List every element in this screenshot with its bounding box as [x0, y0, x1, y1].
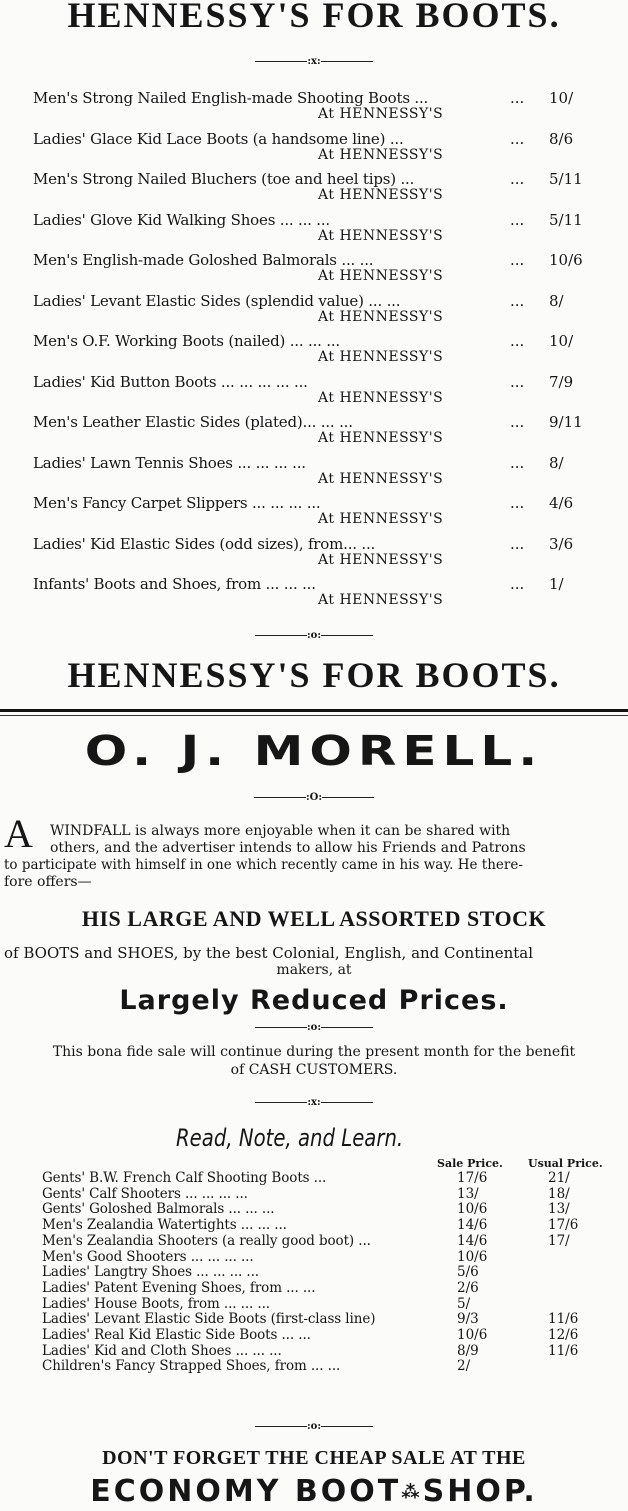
ampersand-ornament-icon: ⁂	[401, 1482, 423, 1503]
item-description: Gents' B.W. French Calf Shooting Boots ...	[42, 1170, 327, 1186]
item-sale-price: 13/	[457, 1185, 479, 1202]
item-price: 8/6	[549, 129, 574, 148]
item-sale-price: 2/6	[457, 1279, 479, 1296]
morell-divider-2	[0, 1022, 628, 1033]
item-description: Ladies' House Boots, from ... ... ...	[42, 1295, 270, 1312]
morell-item	[0, 1281, 628, 1296]
hennessy-item	[0, 494, 628, 534]
divider-mark: :o:	[306, 1421, 322, 1432]
item-description: Men's English-made Goloshed Balmorals ... ...	[33, 251, 374, 269]
stock-line-2: makers, at	[276, 962, 352, 978]
item-price: 10/6	[549, 251, 583, 269]
item-description: Men's O.F. Working Boots (nailed) ... ... ...	[33, 332, 340, 350]
hennessy-heading: HENNESSY'S FOR BOOTS.	[67, 0, 561, 35]
item-leader-dots: ...	[510, 89, 525, 107]
intro-dropcap: A	[4, 811, 33, 856]
divider-line	[321, 635, 373, 636]
hennessy-item	[0, 575, 628, 615]
divider-line	[255, 61, 307, 62]
item-sale-price: 9/3	[457, 1311, 479, 1328]
intro-line-1: WINDFALL is always more enjoyable when it can be shared with	[50, 823, 511, 839]
hennessy-item	[0, 89, 628, 129]
economy-word: ECONOMY	[90, 1474, 282, 1509]
item-usual-price: 12/6	[548, 1327, 579, 1343]
divider-line	[321, 1027, 373, 1028]
sale-line-1: This bona fide sale will continue during the present month for the benefit	[52, 1044, 576, 1060]
hennessy-item	[0, 130, 628, 170]
item-leader-dots: ...	[510, 332, 525, 350]
item-sale-price: 17/6	[457, 1170, 488, 1186]
morell-item	[0, 1171, 628, 1186]
item-sale-price: 10/6	[457, 1327, 488, 1343]
morell-item	[0, 1265, 628, 1280]
stock-heading: HIS LARGE AND WELL ASSORTED STOCK	[81, 906, 547, 931]
divider-mark: :x:	[307, 56, 321, 67]
intro-line-2: others, and the advertiser intends to allow his Friends and Patrons	[50, 840, 526, 856]
item-usual-price: 13/	[548, 1201, 570, 1218]
item-usual-price: 18/	[548, 1185, 570, 1202]
item-leader-dots: ...	[510, 534, 525, 553]
dont-forget-line: DON'T FORGET THE CHEAP SALE AT THE	[102, 1447, 526, 1469]
item-price: 10/	[549, 332, 574, 350]
divider-mark: :o:	[306, 1022, 322, 1033]
morell-divider-3	[0, 1097, 628, 1108]
morell-divider-1	[0, 792, 628, 803]
divider-mark: :o:	[306, 630, 322, 641]
hennessy-footer-divider	[0, 630, 628, 641]
item-sale-price: 10/6	[457, 1248, 488, 1265]
divider-line	[322, 797, 374, 798]
item-at-hennessys: At HENNESSY'S	[318, 592, 444, 608]
item-description: Ladies' Patent Evening Shoes, from ... ...	[42, 1279, 316, 1296]
item-description: Ladies' Levant Elastic Sides (splendid value) ... ...	[33, 291, 401, 310]
stock-line-1: of BOOTS and SHOES, by the best Colonial, English, and Continental	[4, 944, 534, 962]
item-at-hennessys: At HENNESSY'S	[318, 308, 444, 325]
item-usual-price: 11/6	[548, 1311, 579, 1328]
divider-line	[255, 1027, 307, 1028]
item-sale-price: 5/	[457, 1295, 471, 1312]
item-sale-price: 8/9	[457, 1342, 479, 1359]
item-description: Men's Fancy Carpet Slippers ... ... ... ...	[33, 494, 321, 512]
divider-line	[255, 635, 307, 636]
col-usual-price: Usual Price.	[528, 1157, 603, 1170]
item-description: Ladies' Langtry Shoes ... ... ... ...	[42, 1264, 259, 1281]
divider-line	[321, 1426, 373, 1427]
item-price: 3/6	[549, 534, 574, 553]
item-at-hennessys: At HENNESSY'S	[318, 146, 444, 163]
item-usual-price: 17/	[548, 1232, 570, 1249]
intro-line-4: fore offers—	[4, 874, 92, 890]
item-price: 8/	[549, 453, 564, 472]
item-description: Men's Good Shooters ... ... ... ...	[42, 1248, 254, 1265]
economy-boot-shop	[0, 1474, 628, 1509]
item-sale-price: 2/	[457, 1358, 471, 1375]
divider-line	[321, 1102, 373, 1103]
hennessy-item	[0, 170, 628, 210]
item-at-hennessys: At HENNESSY'S	[318, 551, 444, 568]
hennessy-item	[0, 251, 628, 291]
item-leader-dots: ...	[510, 453, 525, 472]
morell-item	[0, 1328, 628, 1343]
section-rule-thin	[0, 715, 628, 716]
item-usual-price: 17/6	[548, 1217, 579, 1234]
morell-item	[0, 1359, 628, 1374]
hennessy-item	[0, 211, 628, 251]
hennessy-divider	[0, 56, 628, 67]
hennessy-footer-heading: HENNESSY'S FOR BOOTS.	[67, 655, 561, 695]
morell-item	[0, 1234, 628, 1249]
reduced-prices-heading: Largely Reduced Prices.	[119, 985, 509, 1016]
item-leader-dots: ...	[510, 170, 525, 188]
item-leader-dots: ...	[510, 210, 525, 229]
item-description: Ladies' Glove Kid Walking Shoes ... ... ...	[33, 210, 331, 229]
item-at-hennessys: At HENNESSY'S	[318, 389, 444, 406]
read-note-learn-heading: Read, Note, and Learn.	[176, 1124, 404, 1152]
item-price: 4/6	[549, 494, 574, 512]
item-description: Ladies' Kid and Cloth Shoes ... ... ...	[42, 1342, 282, 1359]
item-sale-price: 14/6	[457, 1217, 488, 1234]
hennessy-item	[0, 535, 628, 575]
item-at-hennessys: At HENNESSY'S	[318, 430, 444, 446]
section-rule-thick	[0, 709, 628, 712]
hennessy-item	[0, 332, 628, 372]
item-leader-dots: ...	[510, 494, 525, 512]
item-description: Men's Leather Elastic Sides (plated)... ... ...	[33, 413, 353, 431]
item-description: Men's Strong Nailed Bluchers (toe and heel tips) ...	[33, 170, 415, 188]
item-price: 10/	[549, 89, 574, 107]
item-leader-dots: ...	[510, 291, 525, 310]
morell-item	[0, 1312, 628, 1327]
item-description: Children's Fancy Strapped Shoes, from ... ...	[42, 1358, 341, 1375]
item-sale-price: 10/6	[457, 1201, 488, 1218]
item-at-hennessys: At HENNESSY'S	[318, 511, 444, 527]
item-description: Men's Zealandia Shooters (a really good boot) ...	[42, 1232, 371, 1249]
item-sale-price: 14/6	[457, 1232, 488, 1249]
divider-line	[321, 61, 373, 62]
morell-divider-4	[0, 1421, 628, 1432]
item-description: Ladies' Levant Elastic Side Boots (first-class line)	[42, 1311, 376, 1328]
hennessy-item	[0, 413, 628, 453]
item-price: 9/11	[549, 413, 583, 431]
item-description: Ladies' Kid Button Boots ... ... ... ... ...	[33, 372, 308, 391]
item-price: 8/	[549, 291, 564, 310]
item-description: Ladies' Kid Elastic Sides (odd sizes), from... ...	[33, 534, 376, 553]
morell-item	[0, 1344, 628, 1359]
item-usual-price: 11/6	[548, 1342, 579, 1359]
item-description: Infants' Boots and Shoes, from ... ... ...	[33, 575, 316, 593]
item-description: Men's Zealandia Watertights ... ... ...	[42, 1217, 287, 1234]
boot-word: BOOT	[294, 1474, 402, 1509]
item-leader-dots: ...	[510, 251, 525, 269]
item-sale-price: 5/6	[457, 1264, 479, 1281]
item-leader-dots: ...	[510, 413, 525, 431]
morell-item	[0, 1202, 628, 1217]
divider-line	[254, 797, 306, 798]
hennessy-item	[0, 292, 628, 332]
item-description: Gents' Goloshed Balmorals ... ... ...	[42, 1201, 275, 1218]
item-price: 1/	[549, 575, 564, 593]
morell-item	[0, 1218, 628, 1233]
morell-item	[0, 1250, 628, 1265]
sale-line-2: of CASH CUSTOMERS.	[230, 1062, 398, 1078]
item-description: Ladies' Glace Kid Lace Boots (a handsome line) ...	[33, 129, 404, 148]
item-leader-dots: ...	[510, 129, 525, 148]
item-at-hennessys: At HENNESSY'S	[318, 227, 444, 244]
item-description: Ladies' Lawn Tennis Shoes ... ... ... ...	[33, 453, 306, 472]
item-price: 7/9	[549, 372, 574, 391]
item-at-hennessys: At HENNESSY'S	[318, 187, 444, 203]
divider-line	[255, 1426, 307, 1427]
item-description: Men's Strong Nailed English-made Shooting Boots ...	[33, 89, 429, 107]
morell-item	[0, 1187, 628, 1202]
hennessy-item	[0, 454, 628, 494]
item-at-hennessys: At HENNESSY'S	[318, 268, 444, 284]
divider-mark: :O:	[305, 792, 323, 803]
divider-mark: :x:	[307, 1097, 321, 1108]
item-price: 5/11	[549, 210, 583, 229]
morell-item	[0, 1297, 628, 1312]
item-at-hennessys: At HENNESSY'S	[318, 349, 444, 365]
morell-heading: O. J. MORELL.	[84, 727, 544, 775]
item-price: 5/11	[549, 170, 583, 188]
item-description: Ladies' Real Kid Elastic Side Boots ... ...	[42, 1327, 311, 1343]
item-leader-dots: ...	[510, 372, 525, 391]
shop-word: SHOP.	[422, 1474, 538, 1509]
item-at-hennessys: At HENNESSY'S	[318, 106, 444, 122]
item-usual-price: 21/	[548, 1170, 570, 1186]
divider-line	[255, 1102, 307, 1103]
item-description: Gents' Calf Shooters ... ... ... ...	[42, 1185, 248, 1202]
intro-line-3: to participate with himself in one which recently came in his way. He there-	[4, 857, 523, 873]
item-at-hennessys: At HENNESSY'S	[318, 470, 444, 487]
hennessy-item	[0, 373, 628, 413]
item-leader-dots: ...	[510, 575, 525, 593]
col-sale-price: Sale Price.	[437, 1157, 503, 1170]
